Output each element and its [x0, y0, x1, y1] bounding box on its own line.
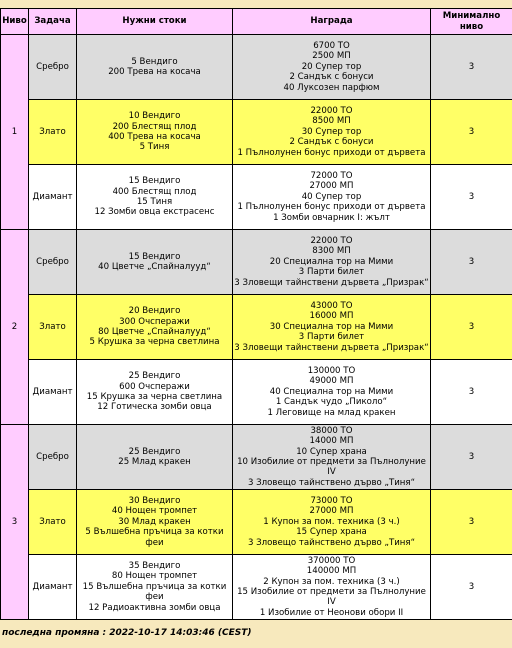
stock-item: 30 Вендиго — [128, 495, 181, 506]
reward-cell — [233, 555, 431, 620]
reward-item: 40 Луксозен парфюм — [283, 82, 380, 93]
reward-item: 15 Изобилие от предмети за Пълнолуние IV — [237, 587, 426, 608]
reward-item: 2 Сандък с бонуси — [289, 72, 374, 83]
stock-item: 15 Вендиго — [128, 251, 181, 262]
stock-item: 5 Тиня — [139, 142, 170, 153]
task-cell: Диамант — [29, 165, 77, 230]
reward-item: 10 Изобилие от предмети за Пълнолуние IV — [237, 457, 426, 478]
stock-cell — [77, 165, 233, 230]
reward-item: 3 Зловещи тайнствени дървета „Призрак“ — [234, 277, 429, 288]
task-cell: Диамант — [29, 360, 77, 425]
stock-item: 12 Зомби овца екстрасенс — [94, 207, 215, 218]
min-level-cell: 3 — [431, 230, 512, 295]
reward-item: 6700 ТО — [313, 40, 350, 51]
reward-cell — [233, 35, 431, 100]
reward-item: 1 Сандък чудо „Пиколо“ — [275, 397, 388, 408]
stock-item: 400 Трева на косача — [108, 132, 201, 142]
reward-cell — [233, 230, 431, 295]
stock-item: 20 Вендиго — [128, 306, 181, 317]
stock-cell — [77, 295, 233, 360]
header-reward: Награда — [233, 9, 431, 35]
reward-item: 30 Специална тор на Мими — [269, 321, 394, 332]
stock-item: 15 Вълшебна пръчица за котки феи — [82, 581, 227, 603]
reward-item: 8300 МП — [312, 246, 351, 257]
stock-item: 200 Трева на косача — [108, 67, 201, 77]
stock-cell — [77, 360, 233, 425]
level-cell: 2 — [1, 230, 29, 425]
stock-cell — [77, 100, 233, 165]
reward-item: 2 Сандък с бонуси — [289, 137, 374, 148]
rewards-table — [0, 8, 512, 620]
reward-item: 1 Пълнолунен бонус приходи от дървета — [237, 202, 426, 213]
reward-item: 27000 МП — [309, 506, 354, 517]
reward-item: 1 Купон за пом. техника (3 ч.) — [263, 516, 400, 527]
reward-item: 15 Супер храна — [296, 527, 367, 538]
reward-item: 30 Супер тор — [301, 126, 362, 137]
stock-item: 30 Млад кракен — [118, 516, 191, 527]
table-row — [1, 490, 512, 555]
min-level-cell: 3 — [431, 425, 512, 490]
reward-item: 2500 МП — [312, 51, 351, 62]
reward-item: 8500 МП — [312, 116, 351, 127]
stock-cell — [77, 425, 233, 490]
reward-item: 10 Супер храна — [296, 446, 367, 457]
reward-item: 1 Пълнолунен бонус приходи от дървета — [237, 147, 426, 158]
table-row — [1, 425, 512, 490]
header-level: Ниво — [1, 9, 29, 35]
task-cell: Сребро — [29, 425, 77, 490]
stock-item: 15 Вендиго — [128, 176, 181, 187]
reward-cell — [233, 165, 431, 230]
reward-item: 3 Зловещо тайнствено дърво „Тиня“ — [247, 477, 416, 488]
min-level-cell: 3 — [431, 360, 512, 425]
table-row — [1, 230, 512, 295]
reward-item: 1 Изобилие от Неонови обори II — [259, 607, 404, 618]
stock-item: 5 Вендиго — [131, 56, 178, 67]
stock-item: 400 Блестящ плод — [112, 186, 197, 197]
min-level-cell: 3 — [431, 100, 512, 165]
reward-item: 49000 МП — [309, 376, 354, 387]
table-row — [1, 35, 512, 100]
task-cell: Злато — [29, 295, 77, 360]
reward-item: 38000 ТО — [310, 425, 353, 436]
reward-item: 3 Зловещо тайнствено дърво „Тиня“ — [247, 537, 416, 548]
stock-item: 300 Очсперажи — [119, 316, 190, 327]
reward-item: 40 Супер тор — [301, 191, 362, 202]
stock-item: 15 Тиня — [136, 197, 173, 207]
stock-item: 12 Радиоактивна зомби овца — [88, 602, 221, 613]
reward-cell — [233, 425, 431, 490]
table-row — [1, 555, 512, 620]
stock-item: 200 Блестящ плод — [112, 121, 197, 132]
level-cell: 1 — [1, 35, 29, 230]
stock-item: 40 Цветче „Спайналууд“ — [98, 262, 211, 272]
reward-item: 22000 ТО — [310, 235, 353, 246]
last-modified-footer: последна промяна : 2022-10-17 14:03:46 (CEST) — [2, 628, 252, 638]
header-task: Задача — [29, 9, 77, 35]
stock-cell — [77, 555, 233, 620]
stock-item: 25 Вендиго — [128, 371, 181, 382]
stock-item: 80 Нощен тромпет — [111, 571, 198, 582]
min-level-cell: 3 — [431, 555, 512, 620]
stock-item: 25 Млад кракен — [118, 457, 191, 467]
min-level-cell: 3 — [431, 35, 512, 100]
reward-item: 20 Супер тор — [301, 61, 362, 72]
task-cell: Сребро — [29, 35, 77, 100]
reward-item: 73000 ТО — [310, 495, 353, 506]
table-row — [1, 295, 512, 360]
stock-item: 600 Очсперажи — [119, 381, 190, 392]
stock-item: 10 Вендиго — [128, 111, 181, 122]
stock-cell — [77, 35, 233, 100]
reward-item: 16000 МП — [309, 311, 354, 322]
reward-cell — [233, 295, 431, 360]
min-level-cell: 3 — [431, 490, 512, 555]
task-cell: Сребро — [29, 230, 77, 295]
header-min-level: Минимално ниво — [431, 9, 512, 35]
reward-item: 3 Парти билет — [298, 267, 365, 278]
table-row — [1, 360, 512, 425]
stock-cell — [77, 490, 233, 555]
reward-item: 40 Специална тор на Мими — [269, 386, 394, 397]
reward-item: 22000 ТО — [310, 105, 353, 116]
reward-item: 140000 МП — [306, 566, 357, 577]
header-stock: Нужни стоки — [77, 9, 233, 35]
level-cell: 3 — [1, 425, 29, 620]
reward-item: 20 Специална тор на Мими — [269, 256, 394, 267]
reward-item: 3 Парти билет — [298, 332, 365, 343]
reward-item: 43000 ТО — [310, 300, 353, 311]
task-cell: Диамант — [29, 555, 77, 620]
min-level-cell: 3 — [431, 165, 512, 230]
stock-item: 80 Цветче „Спайналууд“ — [98, 327, 211, 337]
reward-cell — [233, 490, 431, 555]
stock-item: 12 Готическа зомби овца — [97, 402, 212, 413]
reward-item: 1 Леговище на млад кракен — [267, 407, 396, 418]
stock-item: 40 Нощен тромпет — [111, 506, 198, 517]
table-row — [1, 165, 512, 230]
reward-item: 1 Зомби овчарник I: жълт — [273, 212, 390, 223]
task-cell: Злато — [29, 100, 77, 165]
reward-item: 370000 ТО — [307, 555, 356, 566]
min-level-cell: 3 — [431, 295, 512, 360]
task-cell: Злато — [29, 490, 77, 555]
stock-item: 25 Вендиго — [128, 446, 181, 457]
table-body — [1, 35, 512, 620]
reward-item: 72000 ТО — [310, 170, 353, 181]
reward-item: 14000 МП — [309, 436, 354, 447]
reward-item: 130000 ТО — [307, 365, 356, 376]
table-row — [1, 100, 512, 165]
reward-cell — [233, 100, 431, 165]
stock-item: 15 Крушка за черна светлина — [86, 392, 223, 402]
reward-cell — [233, 360, 431, 425]
reward-item: 2 Купон за пом. техника (3 ч.) — [263, 576, 400, 587]
reward-item: 27000 МП — [309, 181, 354, 192]
reward-item: 3 Зловещи тайнствени дървета „Призрак“ — [234, 342, 429, 353]
stock-cell — [77, 230, 233, 295]
stock-item: 5 Крушка за черна светлина — [89, 337, 220, 348]
stock-item: 5 Вълшебна пръчица за котки феи — [85, 527, 224, 548]
header-row — [1, 9, 512, 35]
stock-item: 35 Вендиго — [128, 560, 181, 571]
